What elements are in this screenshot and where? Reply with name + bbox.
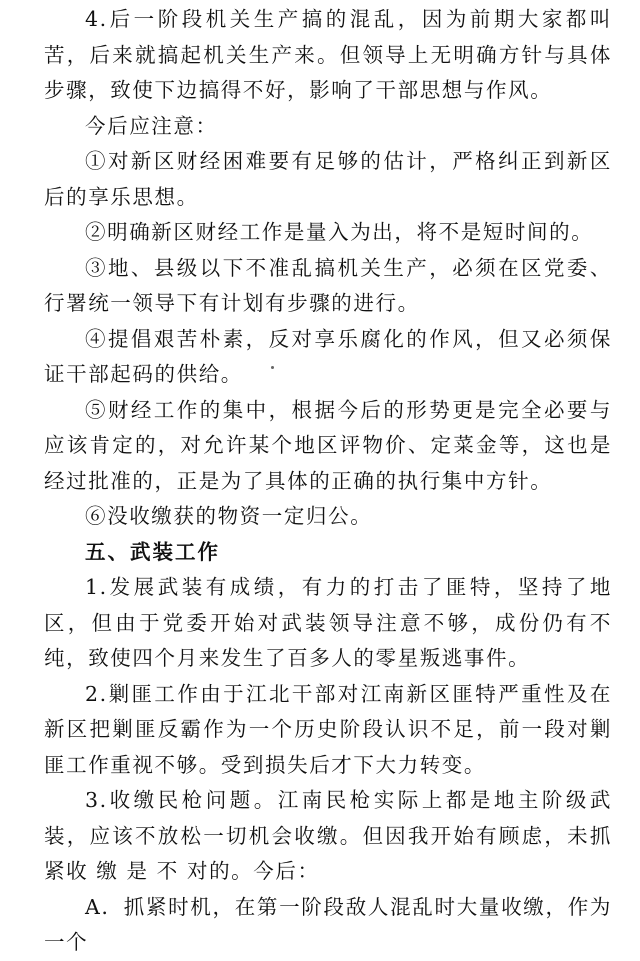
paragraph: ④提倡艰苦朴素，反对享乐腐化的作风，但又必须保证干部起码的供给。 [44, 326, 612, 386]
paragraph: 今后应注意： [85, 113, 218, 138]
section-heading: 五、武装工作 [85, 539, 220, 564]
paragraph: A．抓紧时机，在第一阶段敌人混乱时大量收缴，作为一个 [44, 894, 612, 954]
paragraph: ⑤财经工作的集中，根据今后的形势更是完全必要与应该肯定的，对允许某个地区评物价、定菜金等，这也是经过批准的，正是为了具体的正确的执行集中方针。 [44, 397, 612, 493]
paragraph: 1.发展武装有成绩，有力的打击了匪特，坚持了地区，但由于党委开始对武装领导注意不够，成份仍有不纯，致使四个月来发生了百多人的零星叛逃事件。 [44, 575, 612, 670]
paragraph: 2.剿匪工作由于江北干部对江南新区匪特严重性及在新区把剿匪反霸作为一个历史阶段认识不足，前一段对剿匪工作重视不够。受到损失后才下大力转变。 [44, 681, 612, 777]
paragraph: 4.后一阶段机关生产搞的混乱，因为前期大家都叫苦，后来就搞起机关生产来。但领导上无明确方针与具体步骤，致使下边搞得不好，影响了干部思想与作风。 [44, 7, 612, 102]
paragraph: 3.收缴民枪问题。江南民枪实际上都是地主阶级武装，应该不放松一切机会收缴。但因我开始有顾虑，未抓紧收 缴 是 不 对的。今后： [44, 788, 612, 883]
paragraph: ①对新区财经困难要有足够的估计，严格纠正到新区后的享乐思想。 [44, 149, 612, 209]
paragraph: ②明确新区财经工作是量入为出，将不是短时间的。 [85, 220, 594, 244]
scan-speck [271, 366, 274, 369]
paragraph: ③地、县级以下不准乱搞机关生产，必须在区党委、行署统一领导下有计划有步骤的进行。 [44, 255, 612, 315]
paragraph: ⑥没收缴获的物资一定归公。 [85, 504, 373, 528]
